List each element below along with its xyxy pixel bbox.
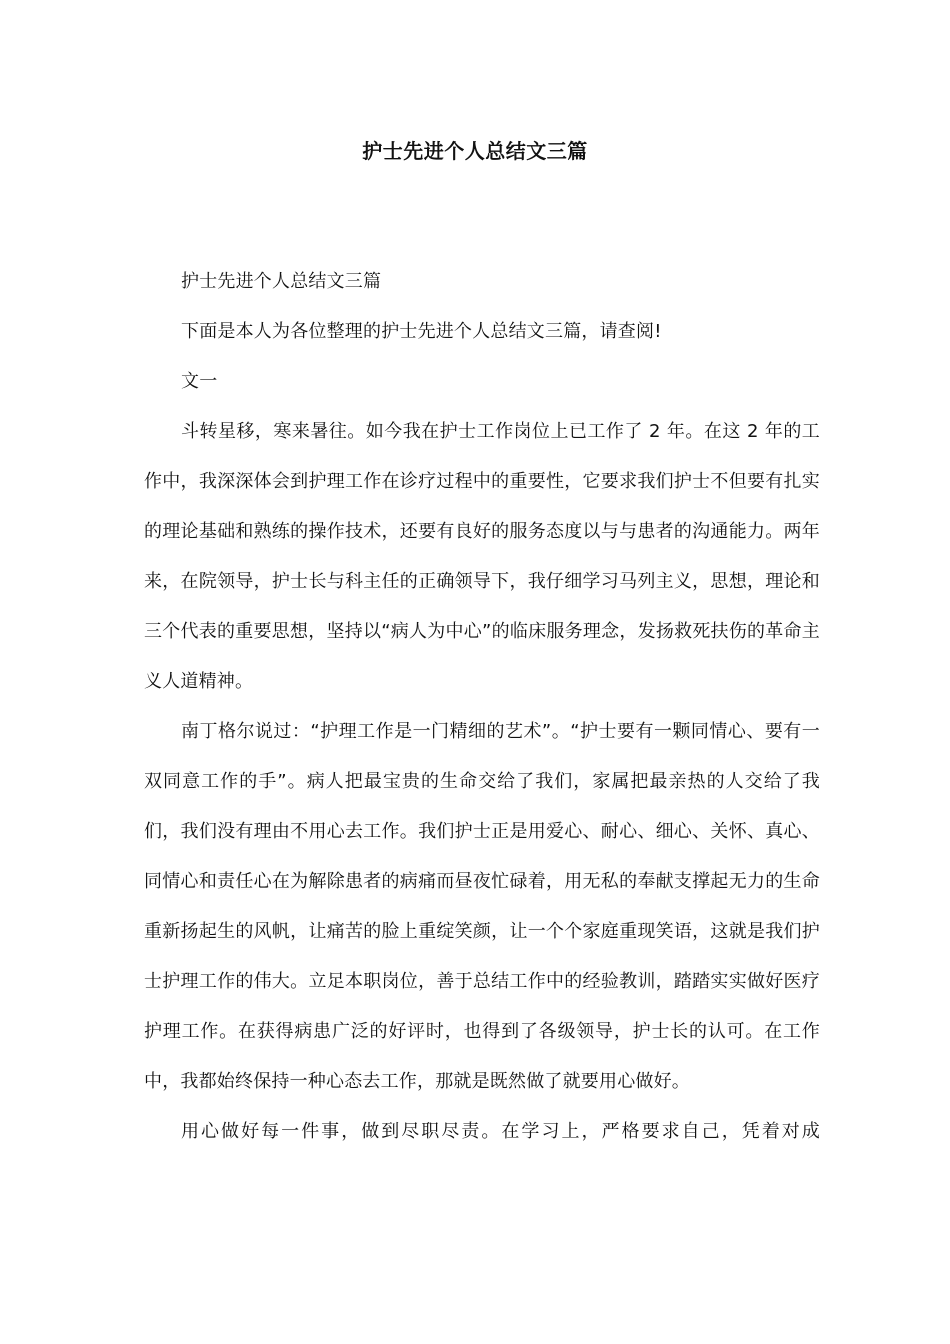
paragraph-subtitle: 护士先进个人总结文三篇 <box>181 271 382 292</box>
paragraph-body-3: 用心做好每一件事，做到尽职尽责。在学习上，严格要求自己，凭着对成 <box>181 1121 820 1142</box>
paragraph-intro: 下面是本人为各位整理的护士先进个人总结文三篇，请查阅! <box>181 321 662 342</box>
paragraph-body-1: 斗转星移，寒来暑往。如今我在护士工作岗位上已工作了 2 年。在这 2 年的工作中，我深深体会到护理工作在诊疗过程中的重要性，它要求我们护士不但要有扎实的理论基础和熟练的操作技术，还要有良好的服务态度以与与患者的沟通能力。两年来，在院领导，护士长与科主任的正确领导下，我仔细学习马列主义，思想，理论和三个代表的重要思想，坚持以“病人为中心”的临床服务理念，发扬救死扶伤的革命主义人道精神。 <box>144 421 820 692</box>
document-title: 护士先进个人总结文三篇 <box>362 139 588 163</box>
paragraph-section-heading: 文一 <box>181 371 218 392</box>
paragraph-body-2: 南丁格尔说过：“护理工作是一门精细的艺术”。“护士要有一颗同情心、要有一双同意工作的手”。病人把最宝贵的生命交给了我们，家属把最亲热的人交给了我们，我们没有理由不用心去工作。我们护士正是用爱心、耐心、细心、关怀、真心、同情心和责任心在为解除患者的病痛而昼夜忙碌着，用无私的奉献支撑起无力的生命重新扬起生的风帆，让痛苦的脸上重绽笑颜，让一个个家庭重现笑语，这就是我们护士护理工作的伟大。立足本职岗位，善于总结工作中的经验教训，踏踏实实做好医疗护理工作。在获得病患广泛的好评时，也得到了各级领导，护士长的认可。在工作中，我都始终保持一种心态去工作，那就是既然做了就要用心做好。 <box>144 721 820 1092</box>
document-body <box>144 257 820 1157</box>
